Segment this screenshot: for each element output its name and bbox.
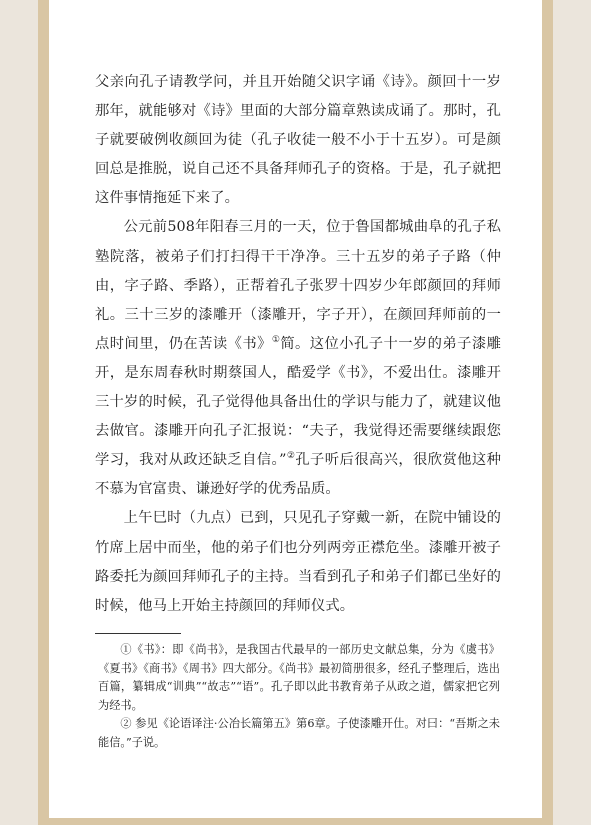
footnote-1: ①《书》：即《尚书》，是我国古代最早的一部历史文献总集，分为《虞书》《夏书》《商书》《周书》四大部分。《尚书》最初简册很多，经孔子整理后，选出百篇，纂辑成“训典”“故志”“语”。孔子即以此书教育弟子从政之道，儒家把它列为经书。 [98, 643, 500, 712]
paragraph-3: 上午巳时（九点）已到，只见孔子穿戴一新，在院中铺设的竹席上居中而坐，他的弟子们也分列两旁正襟危坐。漆雕开被子路委托为颜回拜师孔子的主持。当看到孔子和弟子们都已坐好的时候，他马上开始主持颜回的拜师仪式。 [95, 510, 501, 614]
paragraph-2 [95, 213, 501, 504]
footnotes [98, 641, 500, 753]
footnote-ref-1[interactable]: ① [271, 335, 281, 346]
paragraph-1: 父亲向孔子请教学问，并且开始随父识字诵《诗》。颜回十一岁那年，就能够对《诗》里面的大部分篇章熟读成诵了。那时，孔子就要破例收颜回为徒（孔子收徒一般不小于十五岁）。可是颜回总是推脱，说自己还不具备拜师孔子的资格。于是，孔子就把这件事情拖延下来了。 [95, 74, 501, 207]
paragraph-2-part-2: 简。这位小孔子十一岁的弟子漆雕开，是东周春秋时期蔡国人，酷爱学《书》，不爱出仕。漆雕开三十岁的时候，孔子觉得他具备出仕的学识与能力了，就建议他去做官。漆雕开向孔子汇报说：“夫子，我觉得还需要继续跟您学习，我对从政还缺乏自信。” [95, 335, 502, 469]
page-bottom-edge [38, 818, 553, 825]
paragraph-2-part-3: 孔子听后很高兴，很欣赏他这种不慕为官富贵、谦逊好学的优秀品质。 [95, 452, 502, 498]
footnote-divider [95, 633, 181, 634]
footnote-ref-2[interactable]: ② [286, 451, 296, 462]
paragraph-2-part-1: 公元前508年阳春三月的一天，位于鲁国都城曲阜的孔子私塾院落，被弟子们打扫得干干净净。三十五岁的弟子子路（仲由，字子路、季路），正帮着孔子张罗十四岁少年郎颜回的拜师礼。三十三岁的漆雕开（漆雕开，字子开），在颜回拜师前的一点时间里，仍在苦读《书》 [95, 219, 501, 352]
body-text [95, 68, 501, 621]
footnote-2: ② 参见《论语译注·公冶长篇第五》第6章。子使漆雕开仕。对曰：“吾斯之未能信。”子说。 [98, 717, 500, 749]
